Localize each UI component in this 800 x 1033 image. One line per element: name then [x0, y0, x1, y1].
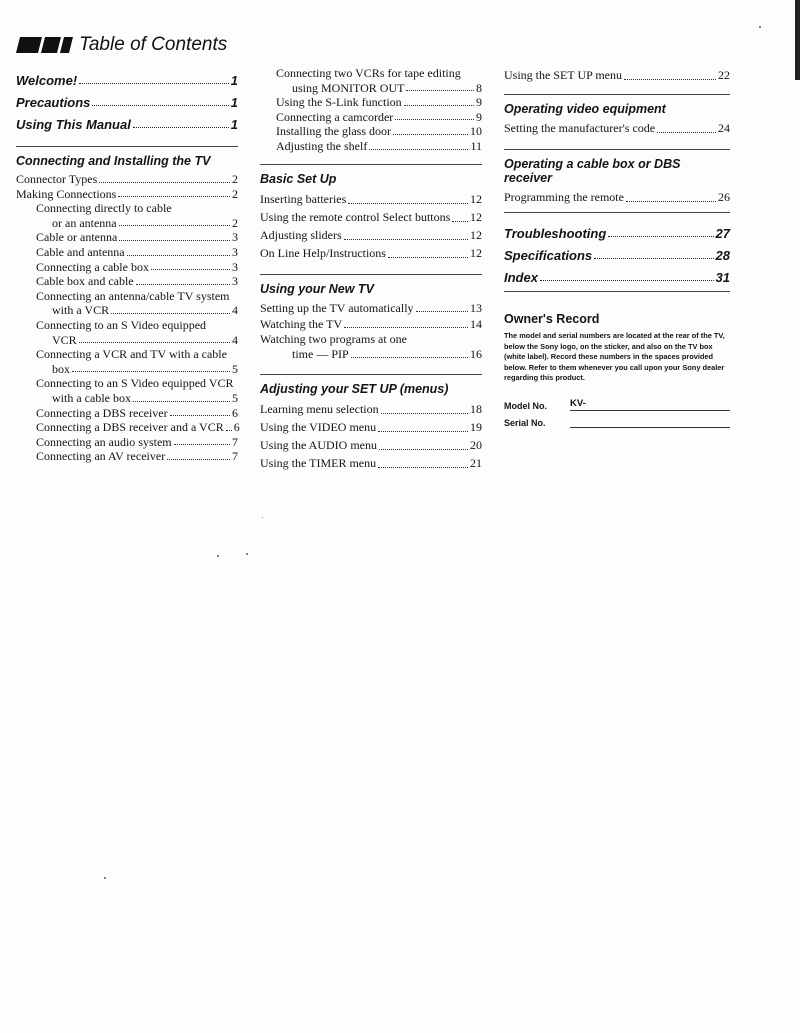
toc-entry[interactable]	[16, 201, 238, 216]
toc-entry-label: Adjusting the shelf	[276, 138, 368, 153]
scan-speck	[759, 26, 761, 28]
toc-entry-troubleshooting[interactable]	[504, 219, 730, 241]
page-number: 1	[230, 117, 238, 132]
leader-dots	[119, 240, 230, 241]
toc-entry-label: Connecting an antenna/cable TV system	[36, 288, 230, 303]
toc-entry-label: Cable box and cable	[36, 274, 134, 289]
model-number-row	[504, 394, 730, 411]
toc-entry-label: Connecting a DBS receiver and a VCR	[36, 420, 224, 435]
toc-entry[interactable]	[260, 124, 482, 139]
page-number: 6	[232, 405, 238, 420]
toc-entry[interactable]	[260, 208, 482, 226]
page-number: 18	[470, 401, 482, 416]
section-title: Adjusting your SET UP (menus)	[260, 374, 482, 396]
leader-dots	[170, 415, 230, 416]
leader-dots	[348, 203, 468, 204]
page-number: 3	[232, 259, 238, 274]
page-number: 10	[470, 124, 482, 139]
toc-column-middle	[260, 66, 482, 472]
toc-entry-label: Using the AUDIO menu	[260, 437, 377, 452]
leader-dots	[406, 90, 474, 91]
page-number: 2	[232, 172, 238, 186]
toc-entry[interactable]	[16, 318, 238, 333]
toc-entry[interactable]	[16, 216, 238, 231]
leader-dots	[369, 149, 468, 150]
toc-entry-specifications[interactable]	[504, 241, 730, 263]
toc-entry[interactable]	[260, 81, 482, 96]
toc-entry-label: Cable or antenna	[36, 230, 118, 245]
toc-entry[interactable]	[16, 347, 238, 362]
toc-entry[interactable]	[16, 391, 238, 406]
toc-entry[interactable]	[260, 400, 482, 418]
page-number: 9	[476, 95, 482, 110]
toc-entry[interactable]	[260, 316, 482, 332]
toc-entry-label: Learning menu selection	[260, 401, 379, 416]
page-number: 31	[715, 270, 730, 285]
toc-entry-label: with a VCR	[52, 303, 110, 318]
toc-entry-label: time — PIP	[292, 346, 349, 361]
leader-dots	[111, 313, 230, 314]
page-number: 1	[230, 95, 238, 110]
toc-entry[interactable]	[260, 110, 482, 125]
leader-dots	[127, 255, 230, 256]
toc-entry-label: Using the TIMER menu	[260, 455, 377, 470]
toc-entry[interactable]	[260, 436, 482, 454]
toc-entry-label: Specifications	[504, 248, 593, 263]
page-number: 2	[232, 215, 238, 230]
toc-entry-label: Using the VIDEO menu	[260, 419, 377, 434]
leader-dots	[133, 127, 229, 128]
toc-entry-label: box	[52, 361, 70, 376]
toc-entry[interactable]	[260, 347, 482, 362]
section-title: Operating a cable box or DBS receiver	[504, 149, 730, 185]
page-number: 7	[232, 434, 238, 449]
leader-dots	[657, 132, 716, 133]
toc-entry-precautions[interactable]	[16, 88, 238, 110]
toc-entry-label: Using This Manual	[16, 117, 131, 132]
page-number: 16	[470, 346, 482, 361]
toc-entry[interactable]	[260, 226, 482, 244]
leader-dots	[594, 258, 713, 259]
page-number: 5	[232, 390, 238, 405]
toc-entry-label: Connecting a VCR and TV with a cable	[36, 347, 227, 362]
toc-entry-welcome[interactable]	[16, 66, 238, 88]
page-number: 12	[470, 227, 482, 242]
page-number: 3	[232, 244, 238, 259]
leader-dots	[351, 357, 468, 358]
leader-dots	[416, 311, 468, 312]
leader-dots	[388, 257, 468, 258]
scan-edge-mark	[795, 0, 800, 80]
toc-entry-label: Connecting an AV receiver	[36, 449, 166, 464]
leader-dots	[379, 449, 468, 450]
leader-dots	[540, 280, 714, 281]
section-title: Using your New TV	[260, 274, 482, 296]
toc-entry-label: Making Connections	[16, 186, 117, 201]
toc-entry-label: Inserting batteries	[260, 191, 347, 206]
leader-dots	[72, 371, 230, 372]
page-number: 24	[718, 121, 730, 135]
page-number: 12	[470, 245, 482, 260]
leader-dots	[99, 182, 230, 183]
page-number: 14	[470, 316, 482, 331]
leader-dots	[393, 134, 468, 135]
toc-entry-label: Installing the glass door	[276, 124, 391, 139]
toc-entry[interactable]	[260, 66, 482, 81]
toc-entry[interactable]	[260, 418, 482, 436]
toc-entry-label: Connecting two VCRs for tape editing	[276, 66, 461, 80]
toc-entry[interactable]	[16, 362, 238, 377]
leader-dots	[174, 444, 230, 445]
leader-dots	[452, 221, 468, 222]
page-number: 11	[470, 138, 482, 153]
toc-entry-label: Connecting a DBS receiver	[36, 405, 168, 420]
toc-entry-label: Programming the remote	[504, 190, 624, 204]
leader-dots	[79, 342, 230, 343]
toc-entry-index[interactable]	[504, 263, 730, 285]
toc-entry-label: Welcome!	[16, 73, 78, 88]
owners-record-text: The model and serial numbers are located at the rear of the TV, below the Sony logo, on the sticker, and also on the TV box (white label). Record these numbers in the spaces provided below. Refer to them whenever you call upon your Sony dealer regarding this product.	[504, 331, 725, 382]
toc-entry-label: with a cable box	[52, 390, 131, 405]
leader-dots	[624, 79, 716, 80]
scan-speck	[262, 517, 263, 518]
page-number: 26	[718, 190, 730, 204]
page-number: 19	[470, 419, 482, 434]
section-title: Basic Set Up	[260, 164, 482, 186]
page-number: 4	[232, 303, 238, 318]
page-number: 12	[470, 209, 482, 224]
leader-dots	[404, 105, 474, 106]
scan-speck	[246, 553, 248, 555]
toc-entry-label: Watching the TV	[260, 316, 343, 331]
toc-entry[interactable]	[16, 172, 238, 187]
page-number: 2	[232, 186, 238, 201]
toc-entry[interactable]	[16, 230, 238, 245]
toc-column-left	[16, 66, 238, 464]
page-number: 1	[230, 73, 238, 88]
toc-entry-label: Connecting to an S Video equipped	[36, 317, 207, 332]
toc-entry[interactable]	[16, 406, 238, 421]
page-number: 3	[232, 274, 238, 289]
page-number: 8	[476, 80, 482, 95]
serial-number-row	[504, 411, 730, 428]
toc-header	[18, 34, 227, 56]
leader-dots	[608, 236, 713, 237]
leader-dots	[381, 413, 468, 414]
serial-number-field[interactable]	[570, 415, 730, 428]
toc-entry[interactable]	[16, 333, 238, 348]
page-number: 20	[470, 437, 482, 452]
toc-entry[interactable]	[504, 120, 730, 137]
toc-entry-label: Connecting a camcorder	[276, 109, 394, 124]
toc-entry[interactable]	[260, 139, 482, 154]
toc-entry-label: Setting up the TV automatically	[260, 300, 414, 315]
toc-entry[interactable]	[16, 274, 238, 289]
page-number: 4	[232, 332, 238, 347]
toc-entry[interactable]	[260, 454, 482, 472]
toc-entry-label: Setting the manufacturer's code	[504, 121, 656, 135]
model-number-label: Model No.	[504, 400, 547, 411]
toc-entry[interactable]	[16, 420, 238, 435]
page-number: 27	[715, 226, 730, 241]
toc-entry[interactable]	[260, 244, 482, 262]
toc-entry-label: using MONITOR OUT	[292, 80, 405, 95]
page-number: 22	[718, 68, 730, 82]
toc-entry-label: Index	[504, 270, 538, 285]
leader-dots	[167, 459, 230, 460]
sony-bars-icon	[18, 37, 71, 53]
toc-entry-label: Connecting an audio system	[36, 434, 172, 449]
owners-record-title: Owner's Record	[504, 312, 600, 326]
leader-dots	[92, 105, 228, 106]
toc-entry[interactable]	[504, 66, 730, 84]
toc-entry-label: Using the SET UP menu	[504, 68, 623, 82]
leader-dots	[626, 201, 716, 202]
page-number: 12	[470, 191, 482, 206]
leader-dots	[378, 467, 468, 468]
leader-dots	[344, 239, 468, 240]
leader-dots	[344, 327, 468, 328]
scan-speck	[104, 877, 106, 879]
leader-dots	[133, 401, 230, 402]
toc-entry-label: Using the remote control Select buttons	[260, 209, 451, 224]
scan-speck	[217, 555, 219, 557]
toc-entry[interactable]	[16, 245, 238, 260]
page-number: 21	[470, 455, 482, 470]
toc-entry-label: Using the S-Link function	[276, 95, 402, 110]
model-number-field[interactable]: KV-	[570, 398, 730, 411]
page-number: 28	[715, 248, 730, 263]
toc-entry[interactable]	[504, 189, 730, 206]
toc-entry-label: Troubleshooting	[504, 226, 607, 241]
toc-entry[interactable]	[260, 190, 482, 208]
toc-entry[interactable]	[16, 449, 238, 464]
page-number: 7	[232, 449, 238, 464]
toc-entry-label: Precautions	[16, 95, 91, 110]
toc-entry-label: On Line Help/Instructions	[260, 245, 386, 260]
leader-dots	[79, 83, 229, 84]
toc-entry[interactable]	[16, 260, 238, 275]
leader-dots	[136, 284, 230, 285]
toc-entry-label: VCR	[52, 332, 77, 347]
toc-entry[interactable]	[260, 300, 482, 316]
leader-dots	[395, 119, 474, 120]
section-title: Operating video equipment	[504, 94, 730, 116]
leader-dots	[119, 225, 230, 226]
page-number: 9	[476, 109, 482, 124]
toc-entry-label: Connector Types	[16, 172, 98, 186]
leader-dots	[151, 269, 230, 270]
leader-dots	[226, 430, 232, 431]
toc-entry-label: Watching two programs at one	[260, 331, 407, 346]
toc-entry[interactable]	[16, 303, 238, 318]
toc-entry[interactable]	[16, 435, 238, 450]
toc-entry-label: Connecting a cable box	[36, 259, 149, 274]
toc-entry-label: Connecting directly to cable	[36, 201, 172, 216]
page-number: 6	[233, 420, 240, 435]
toc-entry-label: or an antenna	[52, 215, 117, 230]
leader-dots	[378, 431, 468, 432]
section-title: Connecting and Installing the TV	[16, 146, 238, 168]
toc-entry[interactable]	[260, 332, 482, 347]
page-number: 5	[232, 361, 238, 376]
toc-entry-using-manual[interactable]	[16, 110, 238, 132]
toc-entry[interactable]	[16, 187, 238, 202]
toc-entry-label: Connecting to an S Video equipped VCR	[36, 376, 234, 391]
page-number: 3	[232, 230, 238, 245]
toc-column-right	[504, 66, 730, 428]
leader-dots	[118, 196, 230, 197]
toc-entry-label: Cable and antenna	[36, 244, 125, 259]
page-title: Table of Contents	[79, 34, 228, 55]
toc-entry[interactable]	[260, 95, 482, 110]
toc-entry[interactable]	[16, 289, 238, 304]
toc-entry-label: Adjusting sliders	[260, 227, 342, 242]
toc-entry[interactable]	[16, 376, 238, 391]
page-number: 13	[470, 300, 482, 315]
serial-number-label: Serial No.	[504, 417, 546, 428]
